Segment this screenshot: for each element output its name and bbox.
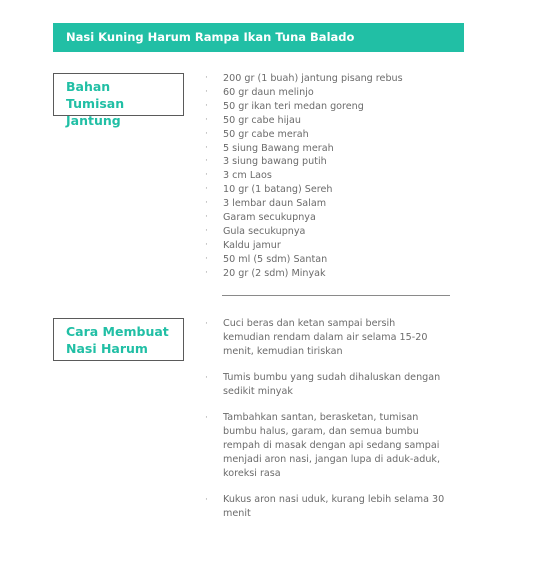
bullet-icon: · — [205, 267, 208, 278]
steps-list — [205, 317, 445, 533]
bullet-icon: · — [205, 128, 208, 139]
list-item: · Tambahkan santan, berasketan, tumisan bumbu halus, garam, dan semua bumbu rempah di masak dengan api sedang sampai menjadi aron nasi, jangan lupa di aduk-aduk, koreksi rasa — [205, 412, 441, 479]
list-item: · Kukus aron nasi uduk, kurang lebih selama 30 menit — [205, 494, 445, 519]
bullet-icon: · — [205, 239, 208, 250]
list-item: · Gula secukupnya — [205, 225, 306, 237]
bullet-icon: · — [205, 373, 208, 383]
list-item: · 5 siung Bawang merah — [205, 142, 334, 154]
section-divider — [222, 295, 450, 296]
recipe-title: Nasi Kuning Harum Rampa Ikan Tuna Balado — [53, 23, 464, 52]
bullet-icon: · — [205, 156, 208, 167]
list-item: · 3 lembar daun Salam — [205, 198, 327, 210]
bullet-icon: · — [205, 253, 208, 264]
bullet-icon: · — [205, 86, 208, 97]
list-item: · 50 gr ikan teri medan goreng — [205, 100, 364, 112]
bullet-icon: · — [205, 114, 208, 125]
bullet-icon: · — [205, 170, 208, 181]
bullet-icon: · — [205, 142, 208, 153]
list-item: · 50 gr cabe hijau — [205, 114, 301, 126]
list-item: · 10 gr (1 batang) Sereh — [205, 184, 333, 196]
list-item: · 50 gr cabe merah — [205, 128, 309, 140]
bullet-icon: · — [205, 225, 208, 236]
bullet-icon: · — [205, 100, 208, 111]
list-item: · Tumis bumbu yang sudah dihaluskan dengan sedikit minyak — [205, 372, 441, 397]
bullet-icon: · — [205, 319, 208, 329]
bullet-icon: · — [205, 495, 208, 505]
list-item: · 20 gr (2 sdm) Minyak — [205, 267, 326, 279]
bullet-icon: · — [205, 212, 208, 223]
bullet-icon: · — [205, 413, 208, 423]
section-label-cara-membuat: Cara Membuat Nasi Harum — [53, 318, 184, 361]
list-item: · 3 siung bawang putih — [205, 156, 327, 168]
section-label-bahan: Bahan Tumisan Jantung — [53, 73, 184, 116]
list-item: · Garam secukupnya — [205, 212, 316, 224]
list-item: · 3 cm Laos — [205, 170, 272, 182]
ingredient-list — [205, 72, 403, 281]
list-item: · Cuci beras dan ketan sampai bersih kemudian rendam dalam air selama 15-20 menit, kemudian tiriskan — [205, 318, 428, 357]
list-item: · 50 ml (5 sdm) Santan — [205, 253, 328, 265]
bullet-icon: · — [205, 73, 208, 83]
list-item: · 60 gr daun melinjo — [205, 86, 314, 98]
list-item: · Kaldu jamur — [205, 239, 281, 251]
list-item: · 200 gr (1 buah) jantung pisang rebus — [205, 73, 403, 84]
bullet-icon: · — [205, 184, 208, 195]
bullet-icon: · — [205, 198, 208, 209]
